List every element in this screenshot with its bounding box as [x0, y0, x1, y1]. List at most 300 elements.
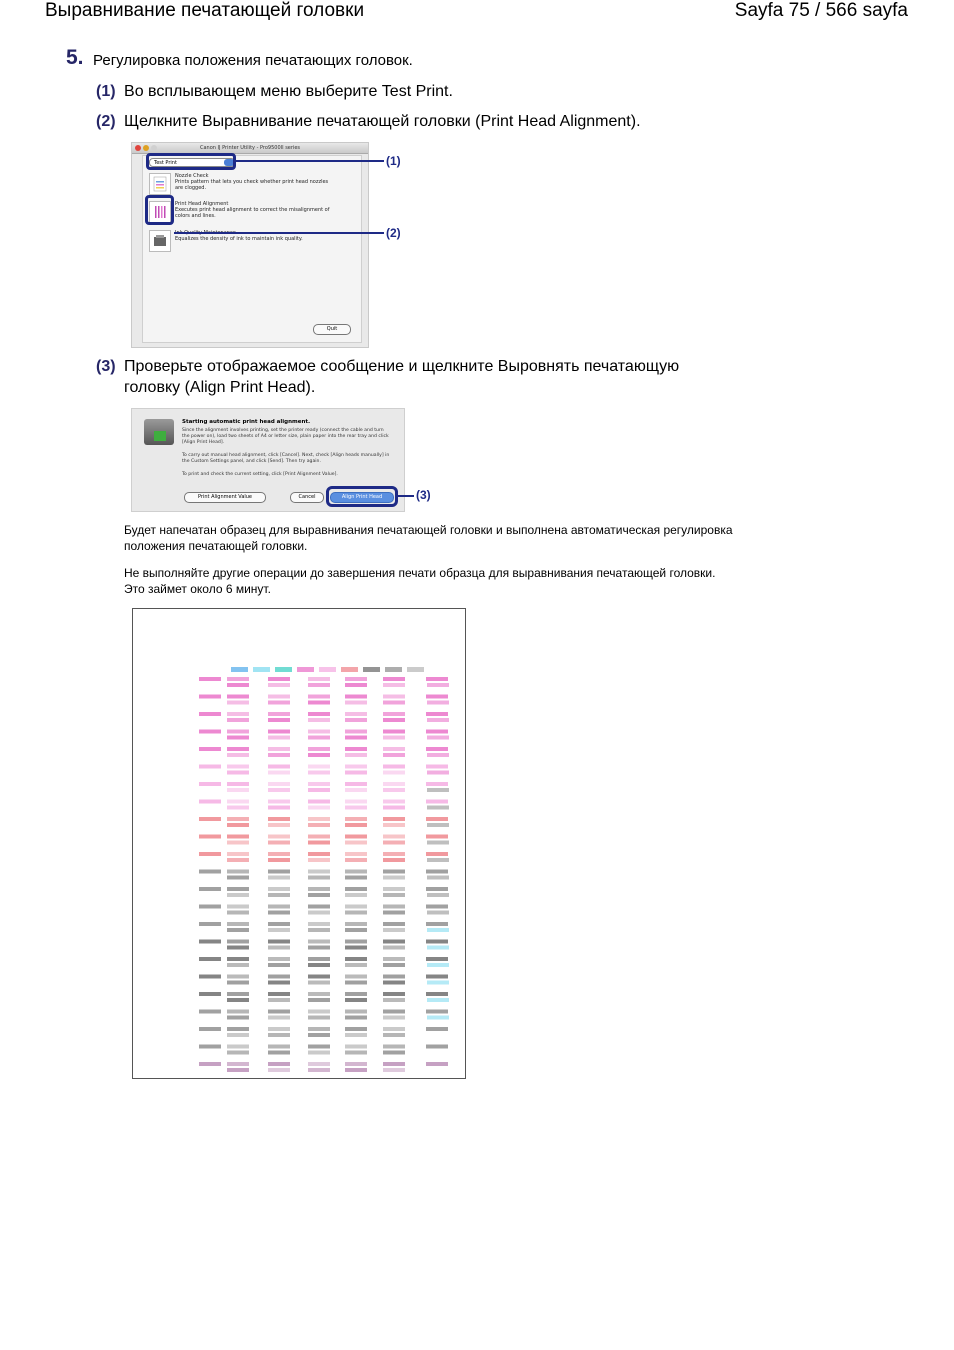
pattern-bar — [308, 957, 330, 961]
pattern-bar — [268, 1033, 290, 1037]
pattern-bar — [383, 992, 405, 996]
pattern-bar — [268, 876, 290, 880]
pattern-bar — [268, 946, 290, 950]
pattern-bar — [345, 800, 367, 804]
pattern-bar — [383, 788, 405, 792]
pattern-bar — [345, 911, 367, 915]
pattern-bar — [345, 765, 367, 769]
pattern-bar — [383, 887, 405, 891]
pattern-bar — [199, 905, 221, 909]
substep-text: Во всплывающем меню выберите Test Print. — [124, 83, 453, 100]
pattern-bar — [227, 1010, 249, 1014]
pattern-bar — [199, 887, 221, 891]
dialog-paragraph: Since the alignment involves printing, set the printer ready (connect the cable and turn the power on), load two sheets of A4 or letter size, plain paper into the rear tray and click [Align Print Head]. — [182, 428, 389, 445]
substep-text-line1: Проверьте отображаемое сообщение и щелкните Выровнять печатающую — [124, 358, 680, 375]
pattern-bar — [308, 922, 330, 926]
pattern-bar — [227, 1045, 249, 1049]
pattern-bar — [383, 911, 405, 915]
pattern-bar — [345, 905, 367, 909]
pattern-bar — [308, 677, 330, 681]
pattern-bar — [268, 1068, 290, 1072]
pattern-bar — [199, 800, 221, 804]
printer-utility-screenshot — [131, 142, 369, 348]
pattern-bar — [268, 981, 290, 985]
pattern-bar — [383, 823, 405, 827]
pattern-bar — [426, 782, 448, 786]
pattern-bar — [268, 701, 290, 705]
pattern-bar — [427, 876, 449, 880]
pattern-bar — [268, 753, 290, 757]
pattern-bar — [268, 963, 290, 967]
pattern-bar — [308, 695, 330, 699]
pattern-bar — [427, 911, 449, 915]
pattern-bar — [426, 730, 448, 734]
pattern-bar — [383, 701, 405, 705]
pattern-bar — [427, 928, 449, 932]
pattern-bar — [345, 963, 367, 967]
pattern-bar — [268, 922, 290, 926]
quit-button[interactable]: Quit — [313, 324, 351, 335]
pattern-bar — [199, 1062, 221, 1066]
substep-number: (1) — [96, 83, 116, 100]
pattern-bar — [268, 806, 290, 810]
note-paragraph-1: Будет напечатан образец для выравнивания печатающей головки и выполнена автоматическая регулировка положения печатающей головки. — [124, 523, 733, 553]
pattern-bar — [227, 981, 249, 985]
pattern-bar — [308, 771, 330, 775]
pattern-bar — [227, 858, 249, 862]
pattern-bar — [268, 800, 290, 804]
pattern-bar — [383, 1010, 405, 1014]
pattern-bar — [227, 747, 249, 751]
pattern-bar — [427, 736, 449, 740]
pattern-bar — [268, 887, 290, 891]
pattern-bar — [383, 981, 405, 985]
pattern-bar — [345, 876, 367, 880]
pattern-bar — [268, 1045, 290, 1049]
pattern-bar — [227, 975, 249, 979]
pattern-bar — [268, 712, 290, 716]
pattern-bar — [426, 852, 448, 856]
minimize-icon — [143, 145, 149, 151]
pattern-bar — [227, 940, 249, 944]
close-icon — [135, 145, 141, 151]
pattern-bar — [199, 677, 221, 681]
pattern-bar — [345, 1051, 367, 1055]
pattern-bar — [227, 701, 249, 705]
pattern-bar — [268, 858, 290, 862]
pattern-bar — [308, 1010, 330, 1014]
pattern-bar — [227, 788, 249, 792]
pattern-bar — [345, 858, 367, 862]
pattern-bar — [345, 1045, 367, 1049]
pattern-bar — [227, 1062, 249, 1066]
pattern-bar — [268, 782, 290, 786]
pattern-bar — [383, 771, 405, 775]
pattern-bar — [199, 712, 221, 716]
pattern-bar — [308, 905, 330, 909]
substep-2 — [96, 111, 756, 132]
pattern-bar — [308, 940, 330, 944]
pattern-bar — [308, 858, 330, 862]
pattern-bar — [268, 677, 290, 681]
pattern-bar — [383, 1016, 405, 1020]
pattern-bar — [308, 806, 330, 810]
pattern-bar — [268, 911, 290, 915]
popup-value: Test Print — [154, 160, 177, 166]
pattern-bar — [227, 905, 249, 909]
pattern-bar — [268, 817, 290, 821]
pattern-bar — [308, 975, 330, 979]
pattern-bar — [345, 771, 367, 775]
pattern-bar — [268, 736, 290, 740]
pattern-bar — [308, 876, 330, 880]
pattern-bar — [427, 788, 449, 792]
pattern-bar — [308, 1068, 330, 1072]
pattern-bar — [345, 718, 367, 722]
pattern-bar — [268, 835, 290, 839]
pattern-bar — [231, 667, 248, 672]
pattern-bar — [383, 800, 405, 804]
pattern-bar — [345, 1027, 367, 1031]
pattern-bar — [227, 765, 249, 769]
pattern-bar — [199, 940, 221, 944]
pattern-bar — [308, 1033, 330, 1037]
pattern-bar — [345, 841, 367, 845]
pattern-bar — [227, 730, 249, 734]
pattern-bar — [383, 1062, 405, 1066]
zoom-icon — [151, 145, 157, 151]
pattern-bar — [345, 946, 367, 950]
pattern-bar — [427, 963, 449, 967]
pattern-bar — [345, 1068, 367, 1072]
pattern-bar — [345, 1062, 367, 1066]
pattern-bar — [383, 858, 405, 862]
pattern-bar — [345, 1010, 367, 1014]
item-desc: Executes print head alignment to correct the misalignment of colors and lines. — [175, 207, 330, 219]
pattern-bar — [383, 753, 405, 757]
pattern-bar — [427, 771, 449, 775]
pattern-bar — [268, 765, 290, 769]
pattern-bar — [383, 817, 405, 821]
pattern-bar — [199, 730, 221, 734]
pattern-bar — [227, 677, 249, 681]
pattern-bar — [308, 765, 330, 769]
pattern-svg — [133, 609, 465, 1078]
pattern-bar — [308, 800, 330, 804]
pattern-bar — [227, 841, 249, 845]
pattern-bar — [268, 1062, 290, 1066]
pattern-bar — [227, 870, 249, 874]
pattern-bar — [308, 887, 330, 891]
pattern-bar — [426, 992, 448, 996]
pattern-bar — [383, 1068, 405, 1072]
pattern-bar — [345, 730, 367, 734]
pattern-bar — [268, 730, 290, 734]
pattern-bar — [345, 922, 367, 926]
pattern-bar — [308, 730, 330, 734]
pattern-bar — [199, 695, 221, 699]
pattern-bar — [268, 771, 290, 775]
pattern-bar — [268, 992, 290, 996]
pattern-bar — [199, 975, 221, 979]
align-print-head-button[interactable]: Align Print Head — [330, 492, 394, 503]
pattern-bar — [385, 667, 402, 672]
pattern-bar — [227, 998, 249, 1002]
pattern-bar — [227, 753, 249, 757]
pattern-bar — [227, 893, 249, 897]
pattern-bar — [308, 782, 330, 786]
pattern-bar — [227, 817, 249, 821]
pattern-bar — [308, 946, 330, 950]
pattern-bar — [275, 667, 292, 672]
pattern-bar — [308, 893, 330, 897]
pattern-bar — [308, 852, 330, 856]
pattern-bar — [345, 893, 367, 897]
pattern-bar — [308, 928, 330, 932]
callout-highlight-1 — [146, 153, 236, 170]
pattern-bar — [427, 823, 449, 827]
pattern-bar — [383, 957, 405, 961]
pattern-bar — [268, 747, 290, 751]
page-header-title: Выравнивание печатающей головки — [45, 0, 365, 21]
pattern-bar — [199, 835, 221, 839]
pattern-bar — [268, 870, 290, 874]
callout-label-1: (1) — [386, 154, 401, 168]
pattern-bar — [426, 1027, 448, 1031]
pattern-bar — [383, 1027, 405, 1031]
callout-line-1 — [236, 160, 384, 162]
pattern-bar — [199, 1045, 221, 1049]
pattern-bar — [345, 1033, 367, 1037]
pattern-bar — [426, 835, 448, 839]
pattern-bar — [199, 817, 221, 821]
pattern-bar — [308, 992, 330, 996]
pattern-bar — [383, 922, 405, 926]
pattern-bar — [345, 928, 367, 932]
callout-highlight-2 — [145, 195, 174, 225]
pattern-bar — [268, 940, 290, 944]
pattern-bar — [345, 975, 367, 979]
pattern-bar — [227, 835, 249, 839]
pattern-bar — [227, 806, 249, 810]
pattern-bar — [345, 887, 367, 891]
pattern-bar — [426, 747, 448, 751]
pattern-bar — [268, 928, 290, 932]
pattern-bar — [308, 1016, 330, 1020]
pattern-bar — [383, 946, 405, 950]
pattern-bar — [268, 1027, 290, 1031]
pattern-bar — [426, 1062, 448, 1066]
pattern-bar — [427, 858, 449, 862]
nozzle-check-item[interactable] — [149, 173, 354, 197]
pattern-bar — [345, 747, 367, 751]
item-desc: Equalizes the density of ink to maintain ink quality. — [175, 236, 303, 242]
pattern-bar — [199, 747, 221, 751]
pattern-bar — [426, 887, 448, 891]
substep-number: (2) — [96, 113, 116, 130]
pattern-bar — [383, 730, 405, 734]
pattern-bar — [268, 957, 290, 961]
pattern-bar — [345, 736, 367, 740]
pattern-bar — [308, 911, 330, 915]
pattern-bar — [319, 667, 336, 672]
pattern-bar — [308, 817, 330, 821]
pattern-bar — [383, 1051, 405, 1055]
pattern-bar — [383, 765, 405, 769]
pattern-bar — [383, 747, 405, 751]
pattern-bar — [199, 765, 221, 769]
substep-1 — [96, 81, 756, 102]
pattern-bar — [308, 736, 330, 740]
pattern-bar — [227, 712, 249, 716]
print-alignment-value-button[interactable]: Print Alignment Value — [184, 492, 266, 503]
pattern-bar — [227, 823, 249, 827]
pattern-bar — [345, 1016, 367, 1020]
dialog-paragraph: To carry out manual head alignment, click [Cancel]. Next, check [Align heads manually] in the Custom Settings panel, and click [Send]. Then try again. — [182, 453, 390, 464]
pattern-bar — [199, 870, 221, 874]
pattern-bar — [426, 922, 448, 926]
pattern-bar — [345, 683, 367, 687]
pattern-bar — [308, 701, 330, 705]
pattern-bar — [426, 695, 448, 699]
pattern-bar — [345, 782, 367, 786]
pattern-bar — [268, 718, 290, 722]
pattern-bar — [199, 922, 221, 926]
cancel-button[interactable]: Cancel — [290, 492, 324, 503]
pattern-bar — [308, 963, 330, 967]
pattern-bar — [268, 695, 290, 699]
pattern-bar — [268, 823, 290, 827]
pattern-bar — [308, 823, 330, 827]
window-title: Canon IJ Printer Utility - Pro9500II series — [200, 145, 300, 151]
pattern-bar — [383, 893, 405, 897]
pattern-bar — [426, 1010, 448, 1014]
nozzle-check-icon — [149, 173, 171, 195]
pattern-bar — [426, 765, 448, 769]
pattern-bar — [268, 1051, 290, 1055]
pattern-bar — [345, 695, 367, 699]
pattern-bar — [268, 852, 290, 856]
item-title: Print Head Alignment — [175, 201, 229, 207]
pattern-bar — [227, 992, 249, 996]
pattern-bar — [199, 852, 221, 856]
pattern-bar — [426, 870, 448, 874]
pattern-bar — [268, 1016, 290, 1020]
pattern-bar — [227, 1051, 249, 1055]
pattern-bar — [227, 911, 249, 915]
pattern-bar — [227, 928, 249, 932]
pattern-bar — [227, 946, 249, 950]
item-desc: Prints pattern that lets you check whether print head nozzles are clogged. — [175, 179, 329, 191]
pattern-bar — [227, 963, 249, 967]
pattern-bar — [383, 1033, 405, 1037]
pattern-bar — [383, 998, 405, 1002]
pattern-bar — [308, 712, 330, 716]
pattern-bar — [199, 1027, 221, 1031]
pattern-bar — [427, 806, 449, 810]
print-head-alignment-item[interactable] — [149, 201, 354, 225]
substep-text: Щелкните Выравнивание печатающей головки (Print Head Alignment). — [124, 113, 641, 130]
pattern-bar — [426, 817, 448, 821]
pattern-bar — [383, 677, 405, 681]
pattern-bar — [345, 701, 367, 705]
pattern-bar — [345, 817, 367, 821]
pattern-bar — [427, 1016, 449, 1020]
pattern-bar — [199, 782, 221, 786]
pattern-bar — [345, 835, 367, 839]
callout-highlight-3 — [326, 486, 398, 507]
pattern-bar — [199, 1010, 221, 1014]
callout-line-2 — [174, 232, 384, 234]
pattern-bar — [383, 852, 405, 856]
pattern-bar — [345, 806, 367, 810]
pattern-bar — [308, 981, 330, 985]
pattern-bar — [427, 946, 449, 950]
pattern-bar — [345, 992, 367, 996]
pattern-bar — [227, 800, 249, 804]
pattern-bar — [426, 712, 448, 716]
pattern-bar — [383, 1045, 405, 1049]
utility-panel — [142, 155, 362, 343]
pattern-bar — [427, 718, 449, 722]
pattern-bar — [253, 667, 270, 672]
pattern-bar — [308, 1045, 330, 1049]
pattern-bar — [426, 800, 448, 804]
dialog-heading: Starting automatic print head alignment. — [182, 419, 311, 425]
pattern-bar — [426, 677, 448, 681]
pattern-bar — [308, 835, 330, 839]
pattern-bar — [227, 782, 249, 786]
pattern-bar — [308, 747, 330, 751]
pattern-bar — [308, 1051, 330, 1055]
pattern-bar — [426, 957, 448, 961]
pattern-bar — [345, 677, 367, 681]
pattern-bar — [363, 667, 380, 672]
pattern-bar — [383, 928, 405, 932]
pattern-bar — [227, 887, 249, 891]
pattern-bar — [227, 771, 249, 775]
pattern-bar — [427, 701, 449, 705]
pattern-bar — [227, 852, 249, 856]
pattern-bar — [227, 957, 249, 961]
pattern-bar — [341, 667, 358, 672]
pattern-bar — [427, 893, 449, 897]
callout-label-2: (2) — [386, 226, 401, 240]
pattern-bar — [345, 870, 367, 874]
pattern-bar — [383, 806, 405, 810]
page-counter: Sayfa 75 / 566 sayfa — [734, 0, 908, 21]
dialog-paragraph: To print and check the current setting, click [Print Alignment Value]. — [182, 472, 338, 477]
pattern-bar — [427, 753, 449, 757]
printer-icon — [144, 419, 174, 445]
pattern-bar — [383, 975, 405, 979]
pattern-bar — [345, 852, 367, 856]
pattern-bar — [308, 718, 330, 722]
pattern-bar — [345, 940, 367, 944]
pattern-bar — [227, 1016, 249, 1020]
callout-line-3 — [398, 495, 414, 497]
pattern-bar — [268, 788, 290, 792]
pattern-bar — [345, 788, 367, 792]
pattern-bar — [427, 998, 449, 1002]
pattern-bar — [345, 823, 367, 827]
pattern-bar — [383, 695, 405, 699]
pattern-bar — [268, 893, 290, 897]
step-number: 5. — [66, 46, 84, 69]
pattern-bar — [308, 1027, 330, 1031]
step-text: Регулировка положения печатающих головок. — [93, 52, 413, 69]
pattern-bar — [345, 753, 367, 757]
